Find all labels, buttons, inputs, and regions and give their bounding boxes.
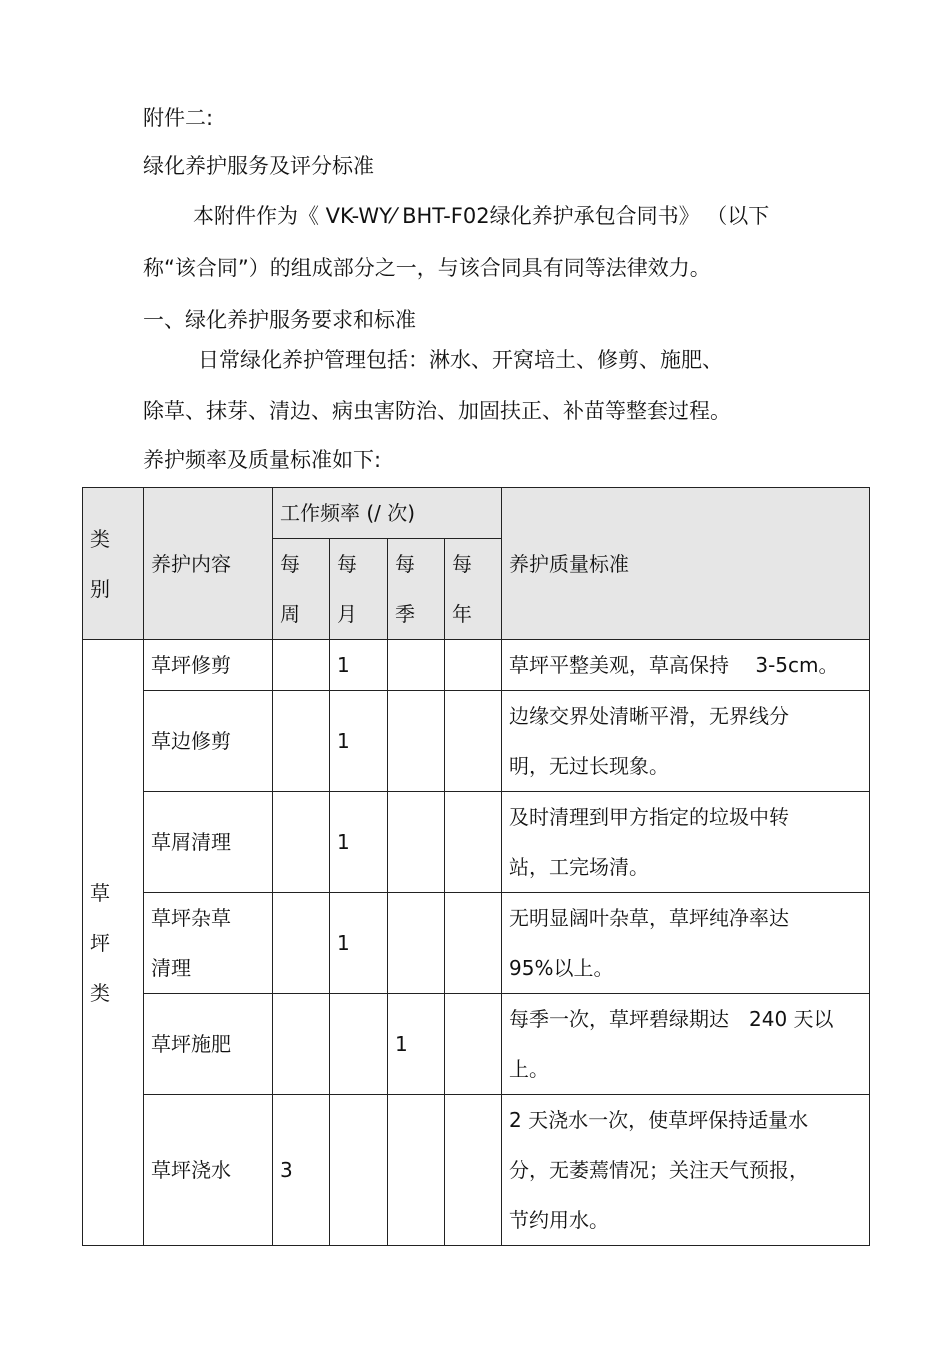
row-yearly — [445, 1095, 502, 1246]
row-seasonal — [388, 792, 445, 893]
header-standard: 养护质量标准 — [502, 488, 870, 640]
header-monthly: 每 月 — [330, 539, 388, 640]
header-content: 养护内容 — [144, 488, 273, 640]
row-monthly — [330, 1095, 388, 1246]
table-header-row — [83, 488, 870, 539]
row-monthly: 1 — [330, 640, 388, 691]
table-row — [83, 1095, 870, 1246]
row-standard: 无明显阔叶杂草，草坪纯净率达 95%以上。 — [502, 893, 870, 994]
attachment-label: 附件二: — [143, 106, 214, 130]
document-title: 绿化养护服务及评分标准 — [143, 154, 374, 178]
row-weekly — [273, 792, 330, 893]
row-weekly — [273, 691, 330, 792]
table-row — [83, 640, 870, 691]
scope-paragraph-line-1: 日常绿化养护管理包括：淋水、开窝培土、修剪、施肥、 — [198, 348, 723, 372]
row-content: 草坪杂草 清理 — [144, 893, 273, 994]
table-row — [83, 792, 870, 893]
table-intro: 养护频率及质量标准如下: — [143, 448, 382, 472]
row-seasonal — [388, 1095, 445, 1246]
header-yearly: 每 年 — [445, 539, 502, 640]
row-content: 草屑清理 — [144, 792, 273, 893]
row-content: 草坪施肥 — [144, 994, 273, 1095]
intro-paragraph-line-1: 本附件作为《 VK-WY⁄ BHT-F02绿化养护承包合同书》 （以下 — [193, 204, 770, 228]
row-weekly — [273, 994, 330, 1095]
row-yearly — [445, 893, 502, 994]
row-standard: 及时清理到甲方指定的垃圾中转 站，工完场清。 — [502, 792, 870, 893]
table-row — [83, 994, 870, 1095]
header-category: 类 别 — [83, 488, 144, 640]
row-weekly — [273, 893, 330, 994]
section-heading-1: 一、绿化养护服务要求和标准 — [143, 308, 416, 332]
row-standard: 每季一次，草坪碧绿期达 240 天以 上。 — [502, 994, 870, 1095]
row-content: 草坪浇水 — [144, 1095, 273, 1246]
maintenance-standards-table — [82, 487, 870, 1246]
table-row — [83, 893, 870, 994]
scope-paragraph-line-2: 除草、抹芽、清边、病虫害防治、加固扶正、补苗等整套过程。 — [143, 399, 731, 423]
row-monthly: 1 — [330, 792, 388, 893]
row-monthly — [330, 994, 388, 1095]
row-seasonal: 1 — [388, 994, 445, 1095]
intro-paragraph-line-2: 称“该合同”）的组成部分之一，与该合同具有同等法律效力。 — [143, 256, 711, 280]
row-seasonal — [388, 893, 445, 994]
row-weekly: 3 — [273, 1095, 330, 1246]
row-seasonal — [388, 691, 445, 792]
row-yearly — [445, 792, 502, 893]
header-frequency: 工作频率 (/ 次) — [273, 488, 502, 539]
row-seasonal — [388, 640, 445, 691]
header-weekly: 每 周 — [273, 539, 330, 640]
row-content: 草边修剪 — [144, 691, 273, 792]
category-lawn: 草 坪 类 — [83, 640, 144, 1246]
row-yearly — [445, 994, 502, 1095]
row-yearly — [445, 691, 502, 792]
row-standard: 边缘交界处清晰平滑，无界线分 明，无过长现象。 — [502, 691, 870, 792]
row-weekly — [273, 640, 330, 691]
table-row — [83, 691, 870, 792]
row-standard: 2 天浇水一次，使草坪保持适量水 分，无萎蔫情况；关注天气预报， 节约用水。 — [502, 1095, 870, 1246]
row-content: 草坪修剪 — [144, 640, 273, 691]
row-standard: 草坪平整美观，草高保持 3-5cm。 — [502, 640, 870, 691]
row-yearly — [445, 640, 502, 691]
header-seasonal: 每 季 — [388, 539, 445, 640]
row-monthly: 1 — [330, 893, 388, 994]
row-monthly: 1 — [330, 691, 388, 792]
